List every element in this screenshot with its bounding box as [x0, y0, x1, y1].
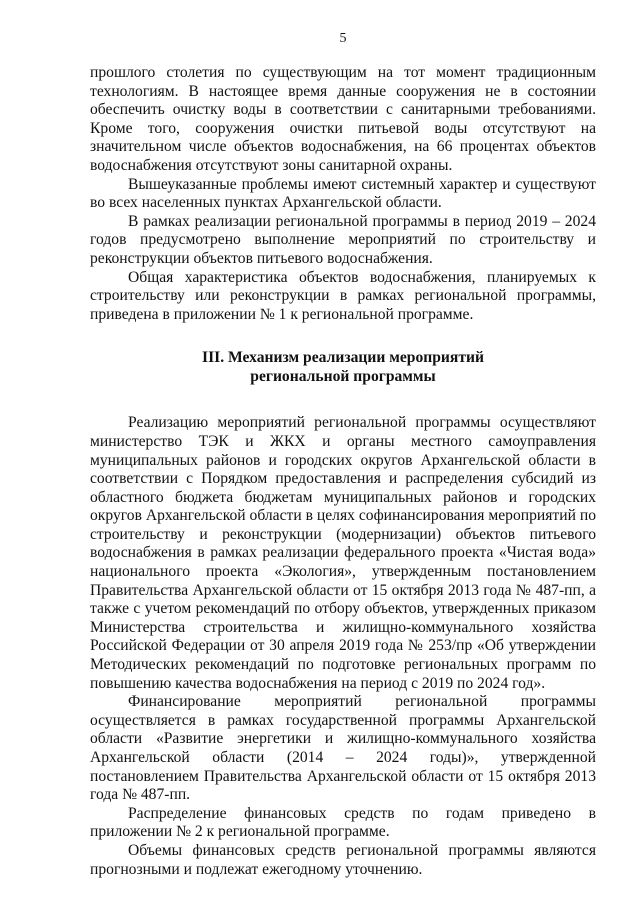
paragraph-continuation: прошлого столетия по существующим на тот момент традиционным технологиям. В настоящее время данные сооружения не в состоянии обеспечить очистку воды в соответствии с санитарными требованиями. Кроме того, сооружения очистки питьевой воды отсутствуют на значительном числе объектов водоснабжения, на 66 процентах объектов водоснабжения отсутствуют зоны санитарной охраны.: [90, 64, 596, 174]
paragraph-financing: Финансирование мероприятий региональной программы осуществляется в рамках государственной программы Архангельской области «Развитие энергетики и жилищно-коммунального хозяйства Архангельской области (2014 – 2024 годы)», утвержденной постановлением Правительства Архангельской области от 15 октября 2013 года № 487-пп.: [90, 693, 596, 804]
paragraph-implementation: Реализацию мероприятий региональной программы осуществляют министерство ТЭК и ЖКХ и органы местного самоуправления муниципальных районов и городских округов Архангельской области в соответствии с Порядком предоставления и распределения субсидий из областного бюджета бюджетам муниципальных районов и городских округов Архангельской области в целях софинансирования мероприятий по строительству и реконструкции (модернизации) объектов питьевого водоснабжения в рамках реализации федерального проекта «Чистая вода» национального проекта «Экология», утвержденным постановлением Правительства Архангельской области от 15 октября 2013 года № 487-пп, а также с учетом рекомендаций по отбору объектов, утвержденных приказом Министерства строительства и жилищно-коммунального хозяйства Российской Федерации от 30 апреля 2019 года № 253/пр «Об утверждении Методических рекомендаций по подготовке региональных программ по повышению качества водоснабжения на период с 2019 по 2024 год».: [90, 414, 596, 692]
paragraph-distribution: Распределение финансовых средств по годам приведено в приложении № 2 к региональной программе.: [90, 804, 596, 841]
document-page: [90, 30, 596, 879]
page-number: 5: [339, 31, 347, 46]
paragraph-characteristics: Общая характеристика объектов водоснабжения, планируемых к строительству или реконструкции в рамках региональной программы, приведена в приложении № 1 к региональной программе.: [90, 268, 596, 323]
paragraph-volumes: Объемы финансовых средств региональной программы являются прогнозными и подлежат ежегодному уточнению.: [90, 841, 596, 878]
paragraph-problems-systemic: Вышеуказанные проблемы имеют системный характер и существуют во всех населенных пунктах Архангельской области.: [90, 175, 596, 212]
section-heading-line-1: III. Механизм реализации мероприятий: [202, 349, 484, 367]
section-heading: [90, 348, 596, 386]
paragraph-program-period: В рамках реализации региональной программы в период 2019 – 2024 годов предусмотрено выполнение мероприятий по строительству и реконструкции объектов питьевого водоснабжения.: [90, 212, 596, 267]
section-heading-line-2: региональной программы: [250, 368, 436, 386]
